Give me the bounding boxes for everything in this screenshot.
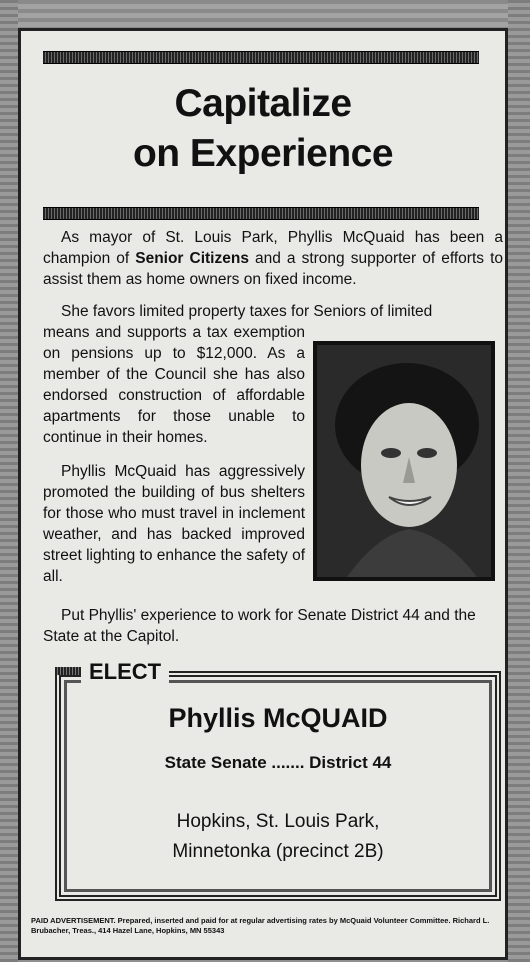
constituency [55,807,501,867]
intro-text-before: As mayor of St. Louis Park, Phyllis McQuaid has been a champion of [43,229,503,267]
newspaper-background-left [0,0,18,962]
constituency-line1: Hopkins, St. Louis Park, [176,811,380,832]
office-sought: State Senate ....... District 44 [164,753,392,772]
paid-ad-disclaimer: PAID ADVERTISEMENT. Prepared, inserted and paid for at regular advertising rates by McQuaid Volunteer Committee. Richard L. Brubacher, Treas., 414 Hazel Lane, Hopkins, MN 55343 [31,916,490,935]
taxes-paragraph-rest: means and supports a tax exemption on pensions up to $12,000. As a member of the Council she has also endorsed construction of affordable apartments for those unable to continue in their homes. [43,324,305,446]
candidate-photo [313,341,495,581]
intro-text-bold: Senior Citizens [135,250,249,267]
middle-rule [43,207,479,220]
top-rule [43,51,479,64]
candidate-portrait-icon [317,345,491,577]
call-to-action-paragraph: Put Phyllis' experience to work for Senate District 44 and the State at the Capitol. [43,607,476,645]
intro-text-after: and a strong supporter of efforts to assist them as home owners on fixed income. [43,250,503,288]
constituency-line2: Minnetonka (precinct 2B) [172,841,384,862]
newspaper-background-top [0,0,530,30]
elect-label: ELECT [81,659,169,685]
political-advertisement [18,28,508,960]
intro-paragraph [43,227,503,290]
headline [21,79,505,179]
headline-line1: Capitalize [174,82,352,125]
taxes-paragraph-first-line: She favors limited property taxes for Seniors of limited [61,303,433,320]
newspaper-background-right [508,0,530,962]
candidate-name: Phyllis McQUAID [168,703,388,733]
bus-shelters-paragraph: Phyllis McQuaid has aggressively promoted the building of bus shelters for those who must travel in inclement weather, and has backed improved street lighting to enhance the safety of all. [43,463,305,585]
headline-line2: on Experience [132,132,394,175]
